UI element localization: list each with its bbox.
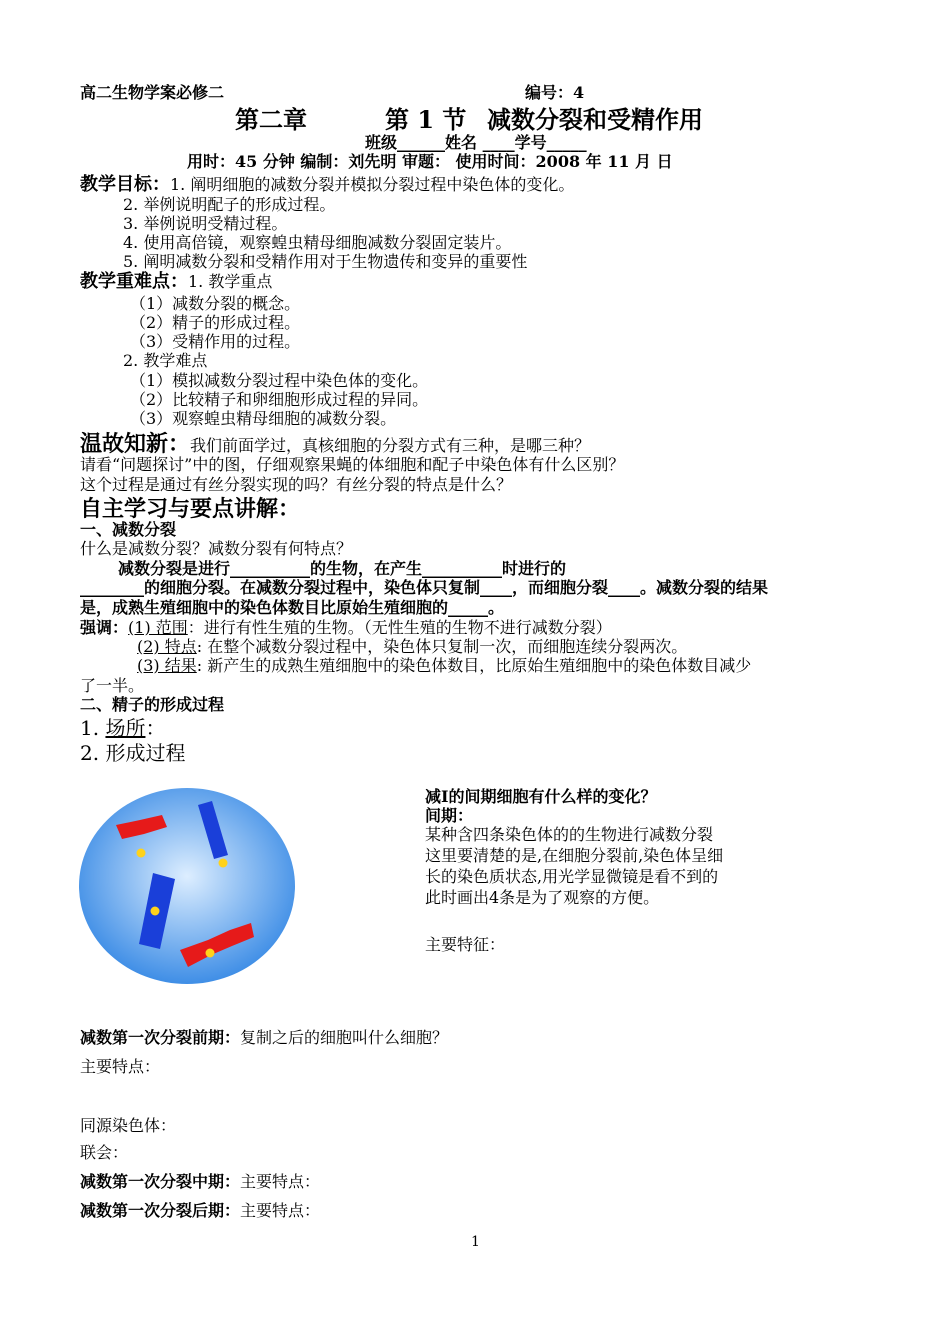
key-points-label: 教学重难点： xyxy=(80,271,188,292)
interphase-note: 此时画出4条是为了观察的方便。 xyxy=(425,888,660,907)
result-label: (3) 结果 xyxy=(137,656,197,675)
feature-label: (2) 特点 xyxy=(137,637,197,656)
step-process: 2. 形成过程 xyxy=(80,741,186,765)
objectives-label: 教学目标： xyxy=(80,174,170,195)
objective-item: 3. 举例说明受精过程。 xyxy=(123,214,288,233)
centromere xyxy=(151,907,160,916)
centromere xyxy=(219,859,228,868)
difficult-item: （2）比较精子和卵细胞形成过程的异同。 xyxy=(130,390,429,409)
synapsis: 联会： xyxy=(80,1143,129,1162)
interphase-label: 间期： xyxy=(425,806,474,825)
definition-line: ________的细胞分裂。在减数分裂过程中，染色体只复制____，而细胞分裂____。减数分裂的结果 xyxy=(80,578,769,597)
section-number: 第 1 节 xyxy=(385,105,467,134)
emphasis-feature xyxy=(137,638,687,656)
difficult-item: （3）观察蝗虫精母细胞的减数分裂。 xyxy=(130,409,397,428)
centromere xyxy=(206,949,215,958)
prophase-question: 复制之后的细胞叫什么细胞？ xyxy=(240,1028,449,1047)
anaphase-line xyxy=(80,1202,320,1220)
objective-item: 4. 使用高倍镜，观察蝗虫精母细胞减数分裂固定装片。 xyxy=(123,233,512,252)
definition-line: 是，成熟生殖细胞中的染色体数目比原始生殖细胞的_____。 xyxy=(80,598,505,617)
study-heading: 自主学习与要点讲解： xyxy=(80,496,301,522)
difficult-heading: 2. 教学难点 xyxy=(123,351,208,370)
interphase-question: 减Ⅰ的间期细胞有什么样的变化？ xyxy=(425,787,657,806)
result-text: : 新产生的成熟生殖细胞中的染色体数目，比原始生殖细胞中的染色体数目减少 xyxy=(196,656,752,675)
location-label: 场所 xyxy=(105,716,146,740)
key-points-line xyxy=(80,273,272,291)
metaphase-text: 主要特点： xyxy=(240,1172,321,1191)
interphase-note: 这里要清楚的是,在细胞分裂前,染色体呈细 xyxy=(425,846,724,865)
review-question: 我们前面学过，真核细胞的分裂方式有三种，是哪三种？ xyxy=(190,436,591,455)
page-number: 1 xyxy=(471,1234,480,1250)
scope-label: (1) 范围 xyxy=(128,618,188,637)
key-item: （2）精子的形成过程。 xyxy=(130,313,301,332)
definition-line: 减数分裂是进行__________的生物，在产生__________时进行的 xyxy=(118,559,567,578)
centromere xyxy=(137,849,146,858)
review-label: 温故知新： xyxy=(80,431,191,457)
lesson-title: 减数分裂和受精作用 xyxy=(487,105,703,134)
key-heading: 1. 教学重点 xyxy=(188,272,273,291)
key-item: （1）减数分裂的概念。 xyxy=(130,294,301,313)
step-number: 1. xyxy=(80,716,100,740)
difficult-item: （1）模拟减数分裂过程中染色体的变化。 xyxy=(130,371,429,390)
metaphase-label: 减数第一次分裂中期： xyxy=(80,1172,241,1191)
key-item: （3）受精作用的过程。 xyxy=(130,332,301,351)
interphase-cell-diagram xyxy=(78,787,296,985)
emphasis-result xyxy=(137,657,751,675)
review-question: 请看“问题探讨”中的图，仔细观察果蝇的体细胞和配子中染色体有什么区别？ xyxy=(80,455,625,474)
lesson-info-line: 用时：45 分钟 编制：刘先明 审题： 使用时间：2008 年 11 月 日 xyxy=(187,152,673,171)
emphasis-label: 强调： xyxy=(80,618,129,637)
metaphase-line xyxy=(80,1173,320,1191)
feature-text: : 在整个减数分裂过程中，染色体只复制一次，而细胞连续分裂两次。 xyxy=(196,637,688,656)
chapter-title: 第二章 xyxy=(235,105,307,134)
objective-item: 1. 阐明细胞的减数分裂并模拟分裂过程中染色体的变化。 xyxy=(170,175,575,194)
emphasis-scope xyxy=(80,619,612,637)
meiosis-question: 什么是减数分裂？减数分裂有何特点？ xyxy=(80,539,353,558)
interphase-feature: 主要特征： xyxy=(425,935,506,954)
prophase-line xyxy=(80,1029,448,1047)
student-info-line: 班级______姓名 ____学号_____ xyxy=(365,133,587,152)
interphase-note: 长的染色质状态,用光学显微镜是看不到的 xyxy=(425,867,719,886)
section-heading-meiosis: 一、减数分裂 xyxy=(80,520,177,539)
homologous-chromosome: 同源染色体： xyxy=(80,1116,177,1135)
objective-item: 5. 阐明减数分裂和受精作用对于生物遗传和变异的重要性 xyxy=(123,252,528,271)
interphase-note: 某种含四条染色体的的生物进行减数分裂 xyxy=(425,825,714,844)
main-features: 主要特点： xyxy=(80,1057,161,1076)
document-number: 编号：4 xyxy=(525,83,585,102)
step-location: 1. 场所： xyxy=(80,716,166,740)
objectives-line-1 xyxy=(80,176,574,194)
review-question: 这个过程是通过有丝分裂实现的吗？有丝分裂的特点是什么？ xyxy=(80,475,513,494)
section-heading-sperm: 二、精子的形成过程 xyxy=(80,695,225,714)
scope-text: ：进行有性生殖的生物。（无性生殖的生物不进行减数分裂） xyxy=(187,618,612,637)
anaphase-text: 主要特点： xyxy=(240,1201,321,1220)
course-name: 高二生物学案必修二 xyxy=(80,83,225,102)
objective-item: 2. 举例说明配子的形成过程。 xyxy=(123,195,336,214)
result-continuation: 了一半。 xyxy=(80,676,145,695)
anaphase-label: 减数第一次分裂后期： xyxy=(80,1201,241,1220)
prophase-label: 减数第一次分裂前期： xyxy=(80,1028,241,1047)
